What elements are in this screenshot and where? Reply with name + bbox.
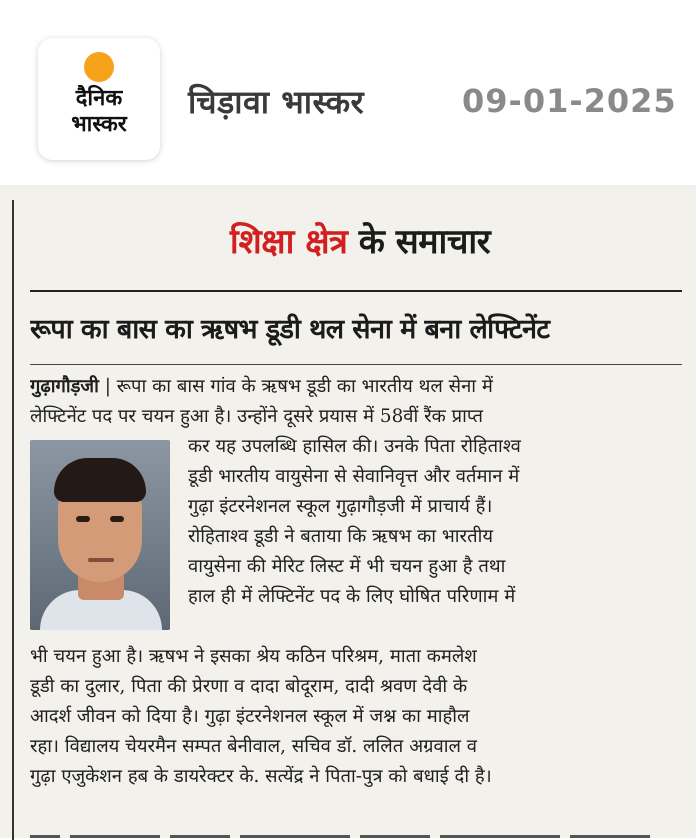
- dainik-bhaskar-logo[interactable]: [38, 38, 160, 160]
- body-line: रहा। विद्यालय चेयरमैन सम्पत बेनीवाल, सचिव डॉ. ललित अग्रवाल व: [30, 736, 478, 757]
- body-line: कर यह उपलब्धि हासिल की। उनके पिता रोहिताश्व: [188, 436, 521, 457]
- body-line: भी चयन हुआ है। ऋषभ ने इसका श्रेय कठिन परिश्रम, माता कमलेश: [30, 646, 477, 667]
- logo-text: [38, 86, 160, 138]
- edition-date: 09-01-2025: [462, 82, 677, 120]
- body-line: गुढ़ा एजुकेशन हब के डायरेक्टर के. सत्येंद्र ने पिता-पुत्र को बधाई दी है।: [30, 766, 492, 787]
- body-line: [30, 372, 682, 402]
- article-body-top: [30, 372, 682, 432]
- body-line-text: | रूपा का बास गांव के ऋषभ डूडी का भारतीय थल सेना में: [104, 376, 493, 397]
- app-header: [0, 0, 696, 185]
- article-dateline: गुढ़ागौड़जी: [30, 376, 99, 397]
- next-article-fragment: [30, 824, 682, 838]
- section-heading-dark: के समाचार: [347, 222, 491, 262]
- body-line: लेफ्टिनेंट पद पर चयन हुआ है। उन्होंने दूसरे प्रयास में 58वीं रैंक प्राप्त: [30, 406, 483, 427]
- body-line: डूडी भारतीय वायुसेना से सेवानिवृत्त और वर्तमान में: [188, 466, 520, 487]
- section-heading-red: शिक्षा क्षेत्र: [229, 222, 348, 262]
- body-line: गुढ़ा इंटरनेशनल स्कूल गुढ़ागौड़जी में प्राचार्य हैं।: [188, 496, 493, 517]
- article-body-bottom: [30, 642, 682, 792]
- edition-title: चिड़ावा भास्कर: [188, 83, 365, 121]
- headline-rule-bottom: [30, 364, 682, 365]
- column-divider: [12, 200, 14, 840]
- body-line: आदर्श जीवन को दिया है। गुढ़ा इंटरनेशनल स्कूल में जश्न का माहौल: [30, 706, 470, 727]
- body-line: रोहिताश्व डूडी ने बताया कि ऋषभ का भारतीय: [188, 526, 493, 547]
- logo-line-2: भास्कर: [71, 112, 127, 137]
- article-body-wrap: [188, 432, 682, 612]
- logo-sun-icon: [84, 52, 114, 82]
- article-headline: रूपा का बास का ऋषभ डूडी थल सेना में बना लेफ्टिनेंट: [30, 314, 550, 345]
- body-line: डूडी का दुलार, पिता की प्रेरणा व दादा बोदूराम, दादी श्रवण देवी के: [30, 676, 468, 697]
- person-photo: [30, 440, 170, 630]
- body-line: हाल ही में लेफ्टिनेंट पद के लिए घोषित परिणाम में: [188, 586, 516, 607]
- body-line: वायुसेना की मेरिट लिस्ट में भी चयन हुआ है तथा: [188, 556, 506, 577]
- section-heading: [150, 212, 570, 272]
- headline-rule-top: [30, 290, 682, 292]
- logo-line-1: दैनिक: [75, 86, 123, 111]
